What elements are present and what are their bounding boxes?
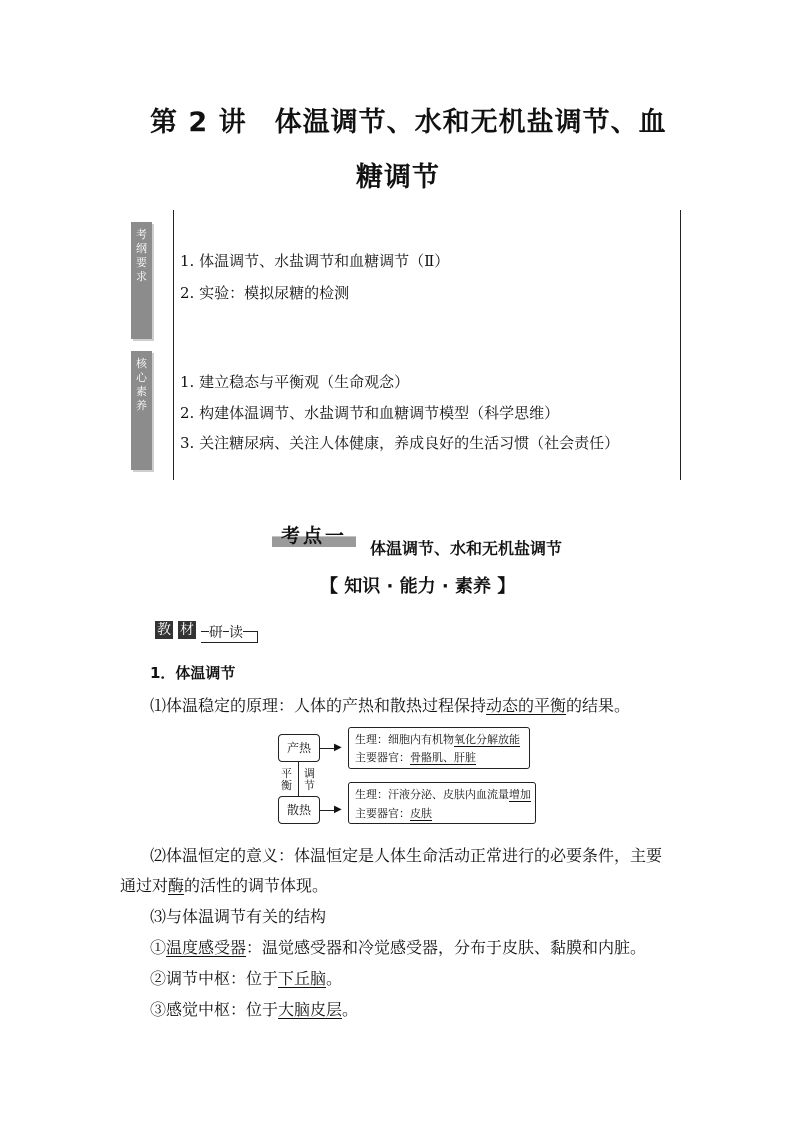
produce-organs: 主要器官：骨骼肌、肝脏 bbox=[355, 751, 476, 764]
loss-organs: 主要器官：皮肤 bbox=[355, 807, 432, 820]
heat-produce-box: 产热 bbox=[278, 734, 320, 762]
heat-loss-box: 散热 bbox=[278, 796, 320, 824]
section-header: 【 知识 · 能力 · 素养 】 bbox=[320, 576, 516, 597]
study-tag-a: 教 bbox=[157, 622, 171, 638]
requirement-item: 1. 体温调节、水盐调节和血糖调节（Ⅱ） bbox=[180, 252, 450, 270]
study-tag-c: 研 bbox=[209, 622, 223, 642]
loss-arrow: ▶ bbox=[334, 804, 342, 815]
paragraph-significance-line1: ⑵体温恒定的意义：体温恒定是人体生命活动正常进行的必要条件，主要 bbox=[150, 846, 663, 865]
produce-physiology: 生理：细胞内有机物氧化分解放能 bbox=[355, 733, 520, 746]
requirements-tag: 考 纲 要 求 bbox=[131, 222, 152, 339]
produce-arrow: ▶ bbox=[334, 742, 342, 753]
literacy-item: 1. 建立稳态与平衡观（生命观念） bbox=[180, 373, 410, 391]
page-title-line2: 糖调节 bbox=[356, 162, 440, 193]
kaodian-label: 考点一 bbox=[280, 525, 347, 547]
paragraph-significance-line2: 通过对酶的活性的调节体现。 bbox=[120, 876, 329, 895]
literacy-item: 3. 关注糖尿病、关注人体健康，养成良好的生活习惯（社会责任） bbox=[180, 434, 620, 452]
requirement-item: 2. 实验：模拟尿糖的检测 bbox=[180, 284, 350, 302]
page-title-line1: 第 2 讲 体温调节、水和无机盐调节、血 bbox=[150, 107, 667, 138]
diagram-vertical-line bbox=[298, 762, 299, 796]
kaodian-title: 体温调节、水和无机盐调节 bbox=[370, 539, 563, 558]
study-tag-d: 读 bbox=[229, 622, 243, 642]
produce-brace bbox=[320, 748, 334, 749]
literacy-tag: 核 心 素 养 bbox=[131, 351, 152, 470]
structure-item: ②调节中枢：位于下丘脑。 bbox=[150, 969, 343, 988]
table-right-rule bbox=[680, 210, 681, 480]
loss-brace bbox=[320, 810, 334, 811]
literacy-item: 2. 构建体温调节、水盐调节和血糖调节模型（科学思维） bbox=[180, 404, 560, 422]
table-left-rule bbox=[173, 210, 174, 480]
loss-physiology: 生理：汗液分泌、皮肤内血流量增加 bbox=[355, 788, 531, 801]
structure-item: ①温度感受器：温觉感受器和冷觉感受器，分布于皮肤、黏膜和内脏。 bbox=[150, 938, 647, 957]
balance-label: 平衡 bbox=[281, 767, 292, 792]
paragraph-structures: ⑶与体温调节有关的结构 bbox=[150, 907, 327, 926]
paragraph-principle: ⑴体温稳定的原理：人体的产热和散热过程保持动态的平衡的结果。 bbox=[150, 696, 631, 715]
regulate-label: 调节 bbox=[304, 767, 315, 792]
heading-temperature: 1．体温调节 bbox=[150, 664, 236, 682]
structure-item: ③感觉中枢：位于大脑皮层。 bbox=[150, 1000, 359, 1019]
study-tag-b: 材 bbox=[180, 622, 194, 638]
